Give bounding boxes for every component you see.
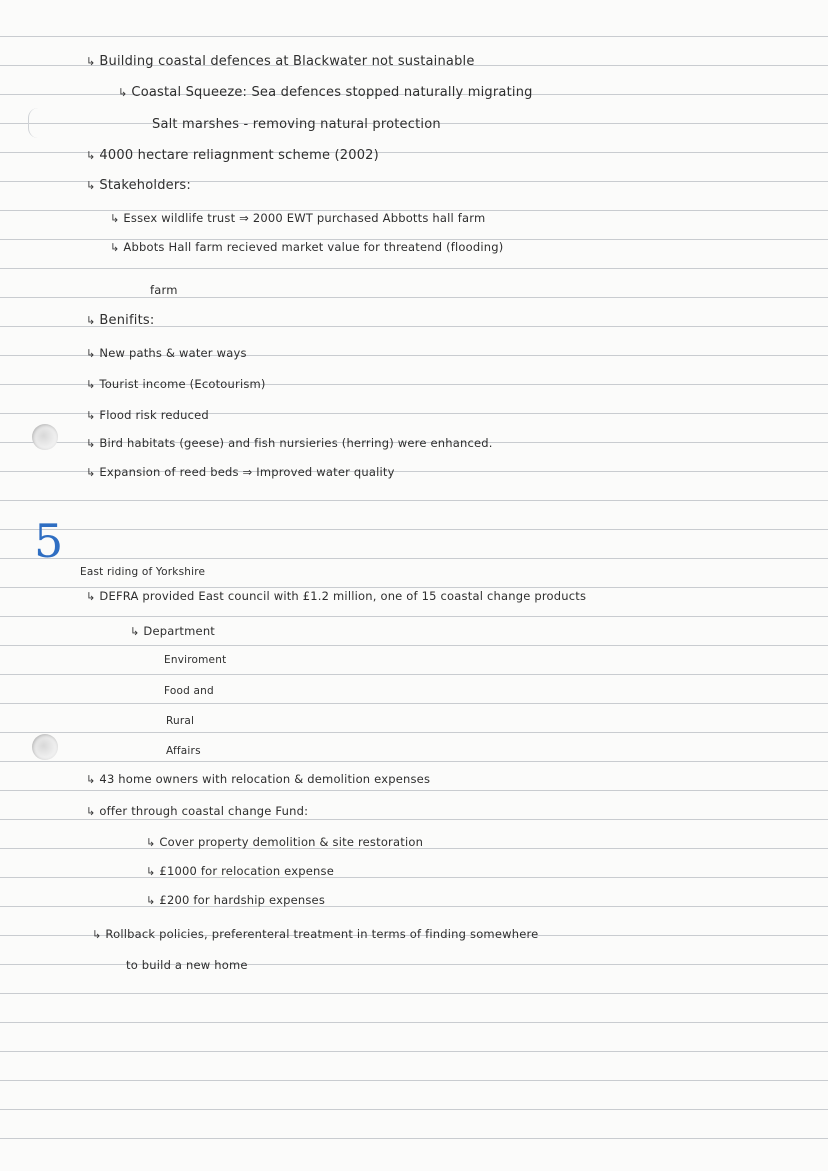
rule-line xyxy=(0,268,828,269)
rule-line xyxy=(0,1022,828,1023)
note-line: ↳ Department xyxy=(130,624,216,638)
rule-line xyxy=(0,877,828,878)
note-line: ↳ Tourist income (Ecotourism) xyxy=(86,377,266,391)
rule-line xyxy=(0,645,828,646)
rule-line xyxy=(0,674,828,675)
rule-line xyxy=(0,1080,828,1081)
section-heading: East riding of Yorkshire xyxy=(80,566,206,578)
rule-line xyxy=(0,790,828,791)
note-line: ↳ 4000 hectare reliagnment scheme (2002) xyxy=(86,148,379,163)
section-number: 5 xyxy=(34,514,64,568)
note-line: Salt marshes - removing natural protection xyxy=(152,117,441,132)
rule-line xyxy=(0,558,828,559)
note-line: ↳ Flood risk reduced xyxy=(86,408,209,422)
note-line: Enviroment xyxy=(164,654,227,666)
note-line: ↳ £200 for hardship expenses xyxy=(146,893,326,907)
rule-line xyxy=(0,36,828,37)
note-line: ↳ Coastal Squeeze: Sea defences stopped naturally migrating xyxy=(118,85,533,100)
note-line: ↳ DEFRA provided East council with £1.2 million, one of 15 coastal change products xyxy=(86,589,587,603)
note-line: Rural xyxy=(166,715,195,727)
note-line: ↳ £1000 for relocation expense xyxy=(146,864,334,878)
note-line: farm xyxy=(150,283,178,297)
note-line: ↳ Abbots Hall farm recieved market value for threatend (flooding) xyxy=(110,240,504,254)
note-line: ↳ Cover property demolition & site restoration xyxy=(146,835,424,849)
rule-line xyxy=(0,819,828,820)
note-line: ↳ Essex wildlife trust ⇒ 2000 EWT purchased Abbotts hall farm xyxy=(110,211,486,225)
rule-line xyxy=(0,761,828,762)
punch-hole xyxy=(32,734,58,760)
note-line: ↳ Rollback policies, preferenteral treatment in terms of finding somewhere xyxy=(92,927,539,941)
rule-line xyxy=(0,297,828,298)
punch-hole xyxy=(32,424,58,450)
note-line: ↳ Bird habitats (geese) and fish nursieries (herring) were enhanced. xyxy=(86,436,493,450)
note-line: Food and xyxy=(164,685,214,697)
rule-line xyxy=(0,906,828,907)
note-line: ↳ Stakeholders: xyxy=(86,178,191,193)
rule-line xyxy=(0,529,828,530)
rule-line xyxy=(0,587,828,588)
note-line: ↳ Building coastal defences at Blackwater not sustainable xyxy=(86,54,475,69)
rule-line xyxy=(0,1138,828,1139)
rule-line xyxy=(0,1109,828,1110)
rule-line xyxy=(0,1051,828,1052)
note-line: ↳ Benifits: xyxy=(86,313,155,328)
rule-line xyxy=(0,616,828,617)
note-line: ↳ offer through coastal change Fund: xyxy=(86,804,309,818)
note-line: ↳ 43 home owners with relocation & demolition expenses xyxy=(86,772,431,786)
note-line: ↳ Expansion of reed beds ⇒ Improved water quality xyxy=(86,465,395,479)
note-line: ↳ New paths & water ways xyxy=(86,346,247,360)
note-line: to build a new home xyxy=(126,958,248,972)
note-line: Affairs xyxy=(166,745,201,757)
rule-line xyxy=(0,703,828,704)
rule-line xyxy=(0,732,828,733)
rule-line xyxy=(0,993,828,994)
margin-mark xyxy=(28,108,41,138)
rule-line xyxy=(0,500,828,501)
